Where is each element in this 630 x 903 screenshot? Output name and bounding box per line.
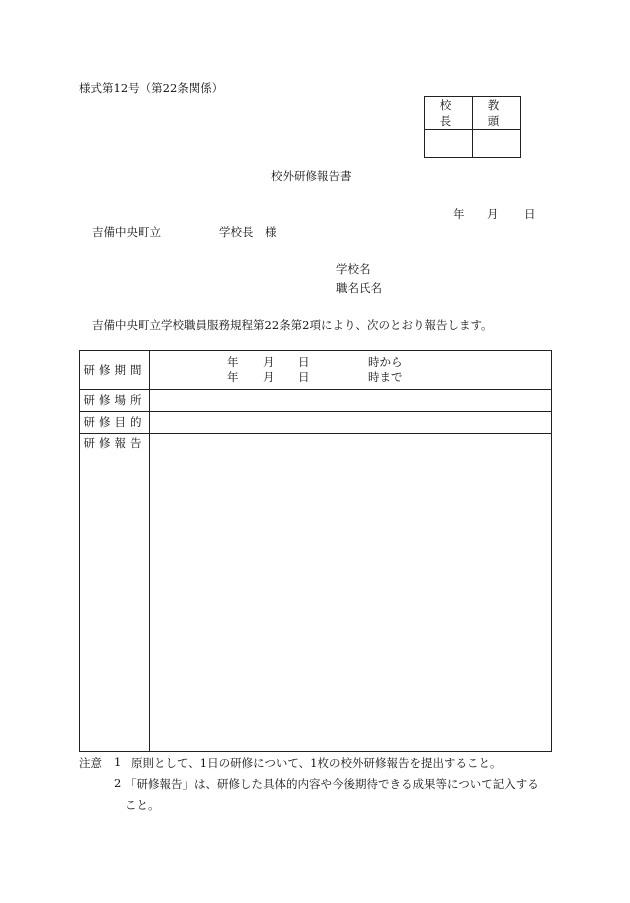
period-to-time: 時まで	[368, 370, 403, 384]
vice-principal-stamp-field[interactable]	[473, 130, 521, 158]
date-year: 年	[453, 207, 465, 221]
addressee-principal: 学校長 様	[219, 225, 277, 239]
period-from-year: 年	[227, 355, 239, 369]
principal-stamp-label: 校 長	[425, 97, 473, 130]
document-title: 校外研修報告書	[271, 169, 352, 183]
report-row	[80, 434, 552, 752]
note-2-text: 「研修報告」は、研修した具体的内容や今後期待できる成果等について記入する	[125, 777, 539, 791]
form-number: 様式第12号（第22条関係）	[79, 81, 224, 95]
report-table	[79, 350, 552, 752]
purpose-row	[80, 412, 552, 434]
approval-stamp-box	[424, 96, 521, 158]
period-to-day: 日	[298, 370, 310, 384]
period-to	[150, 369, 551, 384]
date-day: 日	[524, 207, 536, 221]
notes-heading: 注意	[79, 756, 102, 770]
period-row	[80, 351, 552, 390]
vice-principal-stamp-label: 教 頭	[473, 97, 521, 130]
intro-text: 吉備中央町立学校職員服務規程第22条第2項により、次のとおり報告します。	[92, 318, 493, 332]
period-from-time: 時から	[368, 355, 403, 369]
note-1-text: 原則として、1日の研修について、1枚の校外研修報告を提出すること。	[131, 756, 502, 770]
period-to-month: 月	[263, 370, 275, 384]
report-field[interactable]	[150, 434, 552, 752]
addressee-town: 吉備中央町立	[92, 225, 161, 239]
report-label: 研修報告	[80, 434, 150, 752]
note-2-number: 2	[114, 776, 122, 790]
period-label: 研修期間	[80, 351, 150, 390]
note-2-text-continued: こと。	[125, 798, 160, 812]
purpose-label: 研修目的	[80, 412, 150, 434]
period-from-month: 月	[263, 355, 275, 369]
period-to-year: 年	[227, 370, 239, 384]
position-name-label: 職名氏名	[336, 281, 382, 295]
place-field[interactable]	[150, 390, 552, 412]
period-field[interactable]	[150, 351, 552, 390]
school-name-label: 学校名	[336, 262, 371, 276]
note-1-number: 1	[114, 755, 122, 769]
period-from	[150, 354, 551, 369]
purpose-field[interactable]	[150, 412, 552, 434]
date-month: 月	[487, 207, 499, 221]
principal-stamp-field[interactable]	[425, 130, 473, 158]
place-label: 研修場所	[80, 390, 150, 412]
place-row	[80, 390, 552, 412]
period-from-day: 日	[298, 355, 310, 369]
